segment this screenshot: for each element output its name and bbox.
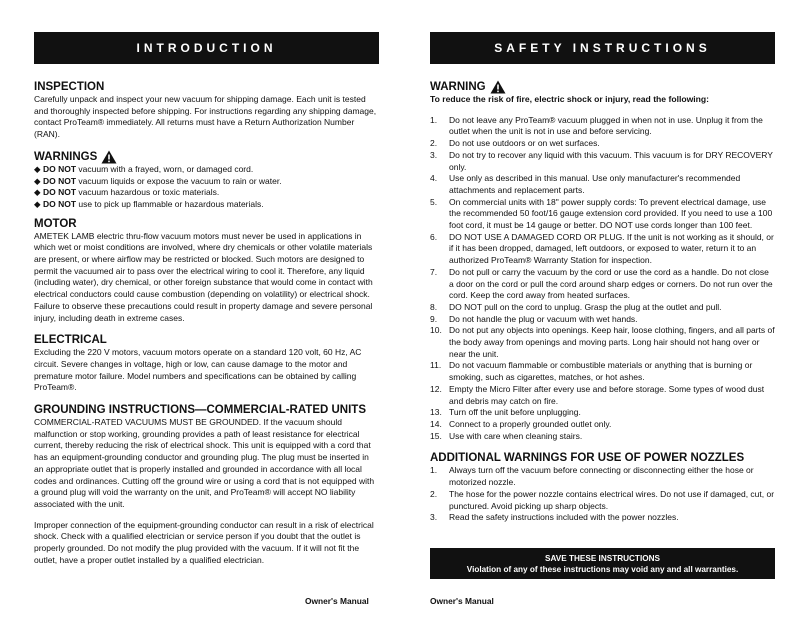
warning-heading: WARNING (430, 81, 486, 93)
list-item: ◆ DO NOT use to pick up flammable or hazardous materials. (34, 198, 264, 209)
list-item: 10. Do not put any objects into openings. Keep hair, loose clothing, fingers, and all parts of the body away from openings and moving parts. Long hair should not hang over or near the unit. (430, 325, 775, 359)
list-item: 7. Do not pull or carry the vacuum by the cord or use the cord as a handle. Do not close a door on the cord or pull the cord around sharp edges or corners. Do not run over the cord. Keep the cord away from heated surfaces. (430, 266, 773, 301)
warning-triangle-icon (490, 80, 506, 94)
footer-left: Owner's Manual (305, 596, 369, 606)
right-column (430, 80, 775, 524)
left-column (34, 80, 379, 567)
introduction-banner: INTRODUCTION (34, 32, 379, 64)
list-item: ◆ DO NOT vacuum with a frayed, worn, or damaged cord. (34, 163, 254, 174)
motor-heading: MOTOR (34, 217, 77, 230)
warnings-list (34, 164, 379, 211)
list-item: 12. Empty the Micro Filter after every use and before storage. Some types of wood dust and debris may catch on fire. (430, 383, 765, 406)
grounding-text-1: COMMERCIAL-RATED VACUUMS MUST BE GROUNDED. If the vacuum should malfunction or stop working, grounding provides a path of least resistance for electrical current, thereby reducing the risk of electrical shock. This unit is equipped with a cord that has an equipment-grounding conductor and grounding plug. The plug must be inserted in an appropriate outlet that is properly installed and grounded in accordance with all local codes and ordinances. Cutting off the ground wire or using a cord that is not equipped with a ground plug will void the warranty on the unit, and ProTeam® will accept NO liability associated with the unit. (34, 417, 375, 509)
list-item: 15. Use with care when cleaning stairs. (430, 430, 583, 441)
list-item: 14. Connect to a properly grounded outlet only. (430, 418, 612, 429)
list-item: ◆ DO NOT vacuum hazardous or toxic materials. (34, 187, 220, 198)
warnings-heading-row (34, 150, 379, 164)
list-item: 3. Do not try to recover any liquid with this vacuum. This vacuum is for DRY RECOVERY only. (430, 149, 773, 172)
diamond-bullet-icon: ◆ (34, 163, 41, 174)
grounding-heading: GROUNDING INSTRUCTIONS—COMMERCIAL-RATED UNITS (34, 404, 366, 417)
electrical-heading: ELECTRICAL (34, 334, 107, 347)
list-item: 4. Use only as described in this manual. Use only manufacturer's recommended attachments and replacement parts. (430, 173, 741, 195)
nozzles-list (430, 465, 775, 524)
list-item: 3. Read the safety instructions included with the power nozzles. (430, 512, 679, 523)
safety-instructions-banner: SAFETY INSTRUCTIONS (430, 32, 775, 64)
save-instructions-box (430, 548, 775, 579)
warranty-violation-note: Violation of any of these instructions may void any and all warranties. (466, 564, 739, 574)
list-item: 8. DO NOT pull on the cord to unplug. Grasp the plug at the outlet and pull. (430, 301, 722, 312)
list-item: ◆ DO NOT vacuum liquids or expose the vacuum to rain or water. (34, 175, 282, 186)
footer-right: Owner's Manual (430, 596, 494, 606)
list-item: 13. Turn off the unit before unplugging. (430, 407, 581, 418)
list-item: 5. On commercial units with 18" power supply cords: To prevent electrical damage, use the recommended 50 foot/16 gauge extension cord provided. If you need to use a 100 foot cord, it must be 14 gauge or better. DO NOT use cords longer than 100 feet. (430, 196, 773, 231)
electrical-text: Excluding the 220 V motors, vacuum motors operate on a standard 120 volt, 60 Hz, AC circuit. Severe changes in voltage, high or low, can cause damage to the motor and premature motor failure. Model numbers and specifications can be obtained by calling ProTeam®. (34, 347, 362, 393)
nozzles-heading: ADDITIONAL WARNINGS FOR USE OF POWER NOZZLES (430, 452, 745, 465)
motor-text: AMETEK LAMB electric thru-flow vacuum motors must never be used in applications in which wet or moist conditions are involved, where dry chemicals or other volatile materials are present, or where airflow may be restricted or blocked. Such motors are designed to permit the vacuumed air to pass over the electrical wiring to cool it. Therefore, any liquid (including water), dry chemical, or other foreign substance that would come in contact with electrical conductors could cause combustion (depending on volatility) or electrical shock. Failure to observe these precautions could result in property damage and severe personal injury, including death in extreme cases. (34, 230, 373, 323)
list-item: 2. Do not use outdoors or on wet surfaces. (430, 138, 600, 149)
list-item: 6. DO NOT USE A DAMAGED CORD OR PLUG. If the unit is not working as it should, or if it has been dropped, damaged, left outdoors, or exposed to water, return it to an authorized ProTeam® Warranty Station for inspection. (430, 231, 774, 266)
diamond-bullet-icon: ◆ (34, 175, 41, 186)
grounding-text-2: Improper connection of the equipment-grounding conductor can result in a risk of electrical shock. Check with a qualified electrician or service person if you doubt that the outlet is properly grounded. Do not modify the plug provided with the vacuum. If it will not fit the outlet, have a proper outlet installed by a qualified electrician. (34, 519, 374, 565)
list-item: 11. Do not vacuum flammable or combustible materials or anything that is burning or smoking, such as cigarettes, matches, or hot ashes. (430, 360, 753, 383)
safety-list (430, 115, 775, 443)
list-item: 1. Do not leave any ProTeam® vacuum plugged in when not in use. Unplug it from the outlet when the unit is not in use and before servicing. (430, 114, 763, 137)
diamond-bullet-icon: ◆ (34, 187, 41, 198)
list-item: 2. The hose for the power nozzle contains electrical wires. Do not use if damaged, cut, or punctured. Avoid picking up sharp objects. (430, 488, 775, 511)
warning-heading-row (430, 80, 775, 94)
list-item: 1. Always turn off the vacuum before connecting or disconnecting either the hose or motorized nozzle. (430, 465, 754, 488)
inspection-text: Carefully unpack and inspect your new vacuum for shipping damage. Each unit is tested and thoroughly inspected before shipping. For instructions regarding any shipping damage, contact ProTeam® immediately. All returns must have a Return Authorization Number (RAN). (34, 94, 377, 140)
warnings-heading: WARNINGS (34, 150, 98, 163)
save-instructions-title: SAVE THESE INSTRUCTIONS (545, 553, 660, 563)
inspection-heading: INSPECTION (34, 81, 105, 93)
warning-subtitle: To reduce the risk of fire, electric shock or injury, read the following: (430, 94, 710, 104)
list-item: 9. Do not handle the plug or vacuum with wet hands. (430, 313, 638, 324)
diamond-bullet-icon: ◆ (34, 198, 41, 209)
warning-triangle-icon (101, 150, 117, 164)
